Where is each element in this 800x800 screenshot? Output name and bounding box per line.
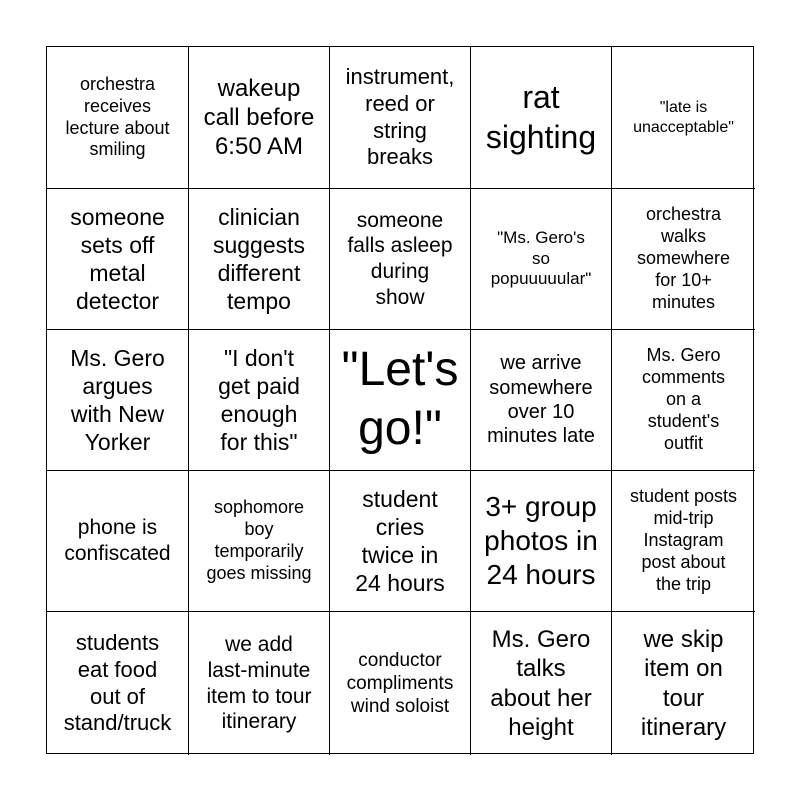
bingo-cell-text: students eat food out of stand/truck bbox=[63, 629, 172, 736]
bingo-cell[interactable] bbox=[189, 189, 330, 330]
bingo-cell-text: "I don't get paid enough for this" bbox=[218, 344, 300, 456]
bingo-cell-text: rat sighting bbox=[485, 79, 597, 155]
bingo-cell[interactable] bbox=[612, 189, 755, 330]
bingo-cell-text: clinician suggests different tempo bbox=[212, 203, 306, 315]
bingo-cell[interactable] bbox=[471, 612, 612, 755]
bingo-cell[interactable] bbox=[47, 330, 189, 471]
bingo-cell[interactable] bbox=[330, 189, 471, 330]
bingo-board bbox=[46, 46, 754, 754]
bingo-cell[interactable] bbox=[471, 47, 612, 189]
bingo-cell[interactable] bbox=[47, 471, 189, 612]
bingo-cell[interactable] bbox=[612, 47, 755, 189]
bingo-cell-text: instrument, reed or string breaks bbox=[345, 63, 455, 170]
bingo-cell-text: phone is confiscated bbox=[64, 516, 171, 565]
bingo-cell-text: Ms. Gero argues with New Yorker bbox=[70, 344, 165, 456]
bingo-cell[interactable] bbox=[471, 189, 612, 330]
bingo-cell-text: Ms. Gero comments on a student's outfit bbox=[641, 345, 726, 453]
bingo-cell-text: "Ms. Gero's so popuuuuular" bbox=[490, 227, 592, 289]
bingo-cell-text: someone sets off metal detector bbox=[70, 203, 165, 315]
bingo-cell-text: we skip item on tour itinerary bbox=[640, 625, 727, 741]
bingo-cell[interactable] bbox=[330, 612, 471, 755]
bingo-cell-text: we arrive somewhere over 10 minutes late bbox=[487, 352, 595, 448]
bingo-cell-text: conductor compliments wind soloist bbox=[346, 649, 454, 718]
bingo-cell-text: orchestra receives lecture about smiling bbox=[65, 73, 170, 160]
bingo-cell-text: sophomore boy temporarily goes missing bbox=[206, 497, 312, 583]
bingo-cell-text: "Let's go!" bbox=[341, 343, 459, 455]
bingo-cell[interactable] bbox=[189, 47, 330, 189]
bingo-cell[interactable] bbox=[612, 612, 755, 755]
bingo-cell-text: wakeup call before 6:50 AM bbox=[203, 74, 315, 161]
bingo-cell-text: student cries twice in 24 hours bbox=[355, 485, 445, 597]
bingo-cell[interactable] bbox=[612, 471, 755, 612]
bingo-cell[interactable] bbox=[47, 189, 189, 330]
bingo-cell[interactable] bbox=[471, 330, 612, 471]
bingo-cell[interactable] bbox=[189, 471, 330, 612]
bingo-cell[interactable] bbox=[47, 47, 189, 189]
bingo-cell-text: someone falls asleep during show bbox=[347, 208, 453, 309]
bingo-cell-text: 3+ group photos in 24 hours bbox=[484, 490, 598, 591]
bingo-cell[interactable] bbox=[189, 330, 330, 471]
bingo-cell[interactable] bbox=[330, 47, 471, 189]
bingo-cell[interactable] bbox=[330, 330, 471, 471]
bingo-cell[interactable] bbox=[47, 612, 189, 755]
bingo-cell-text: orchestra walks somewhere for 10+ minutes bbox=[636, 204, 731, 312]
bingo-cell-text: student posts mid-trip Instagram post about the trip bbox=[629, 486, 738, 594]
bingo-cell[interactable] bbox=[330, 471, 471, 612]
bingo-cell[interactable] bbox=[471, 471, 612, 612]
bingo-cell[interactable] bbox=[189, 612, 330, 755]
bingo-cell-text: "late is unacceptable" bbox=[633, 98, 734, 136]
bingo-cell-text: Ms. Gero talks about her height bbox=[490, 625, 592, 741]
bingo-cell[interactable] bbox=[612, 330, 755, 471]
bingo-cell-text: we add last-minute item to tour itinerary bbox=[206, 633, 312, 734]
